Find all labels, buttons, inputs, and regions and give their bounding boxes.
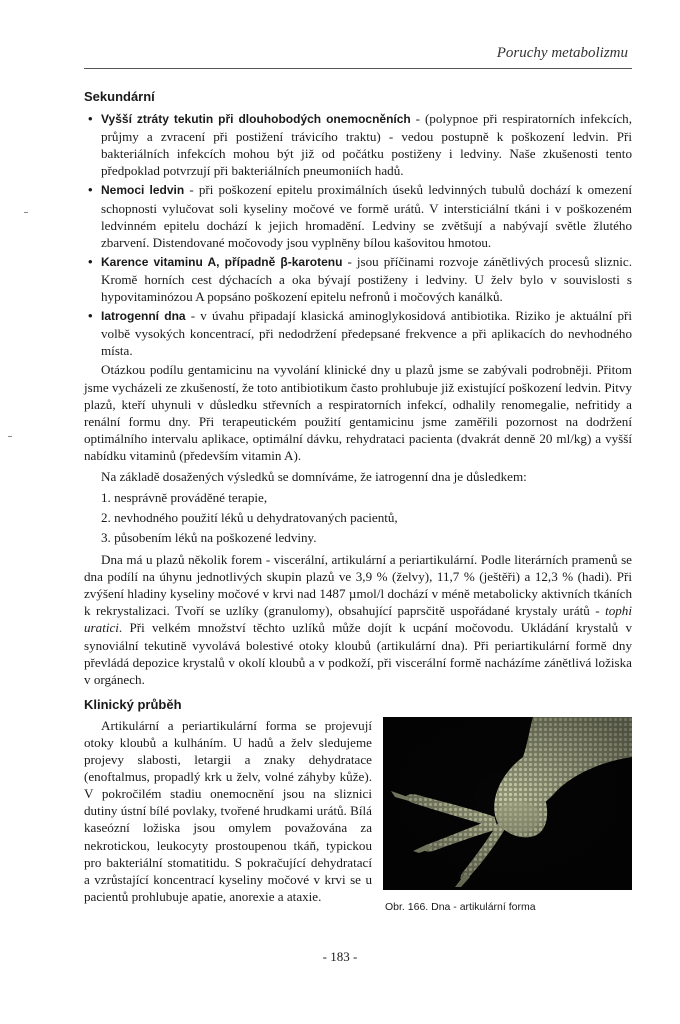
list-item-term: Nemoci ledvin [101,183,185,198]
section-heading-clinical: Klinický průběh [84,696,182,712]
figure [383,717,632,916]
list-item-term: Karence vitaminu A, případně β-karotenu [101,254,343,269]
numbered-list [84,488,632,548]
list-item [84,181,632,250]
bullet-icon: • [88,111,93,127]
margin-mark [24,212,28,213]
bullet-icon: • [88,253,93,269]
numbered-item: 2. nevhodného použití léků u dehydratovaných pacientů, [101,510,398,526]
list-item-text: - (polypnoe při respiratorních infekcích, průjmy a zvracení při postižení trávicího traktu) - vedou postupně k poškození ledvin. Při bakteriálních infekcích mohou být již od počátku postiženy i ledviny. Naše zkušenosti tento předpoklad potvrzují při bakteriálních pneumoniích hadů. [101,111,632,179]
list-item-text: - v úvahu připadají klasická aminoglykosidová antibiotika. Riziko je aktuální při volbě vysokých koncentrací, při nedodržení předepsané frekvence a při aplikacích do nevhodného místa. [101,308,632,359]
paragraph-gout-forms [84,551,632,688]
numbered-item: 1. nesprávně prováděné terapie, [101,490,268,506]
running-header [84,42,632,69]
page-number: - 183 - [322,949,358,964]
paragraph-text: Dna má u plazů několik forem - viscerální, artikulární a periartikulární. Podle literárních pramenů se dna podílí na úhynu jednotlivých skupin plazů ve 3,9 % (želvy), 11,7 % (ještěři) a 12,3 % (hadi). Při zvýšení hladiny kyseliny močové v krvi nad 1487 µmol/l dochází v méně metabolicky aktivních tkáních k rekrystalizaci. Tvoří se uzlíky (granulomy), obsahující paprsčitě uspořádané krystaly urátů - [84,552,632,619]
list-item-term: Iatrogenní dna [101,309,186,324]
paragraph-conclusion: Na základě dosažených výsledků se domníváme, že iatrogenní dna je důsledkem: [101,468,527,484]
list-item-text: - jsou příčinami rozvoje zánětlivých procesů sliznic. Kromě horních cest dýchacích a oka bývají postiženy i ledviny. U želv bylo v souvislosti s hypovitaminózou A popsáno poškození epitelu nefronů i močových kanálků. [101,253,632,305]
margin-mark [8,436,12,437]
section-heading-secondary: Sekundární [84,89,155,104]
running-title: Poruchy metabolizmu [496,45,628,61]
bullet-icon: • [88,182,93,198]
list-item [84,110,632,179]
clinical-section [84,717,632,932]
list-item-term: Vyšší ztráty tekutin při dlouhobodých onemocněních [101,112,411,127]
reptile-joint-photo [383,717,632,890]
cause-list [84,110,632,359]
paragraph-gentamicin: Otázkou podílu gentamicinu na vyvolání klinické dny u plazů jsme se zabývali podrobněji. Přitom jsme vycházeli ze zkušeností, že toto antibiotikum často prohlubuje již existující poškození ledvin. Pitvy plazů, kteří uhynuli v důsledku střevních a respiratorních infekcí, odhalily renomegalie, nefritidy a renální formu dny. Při terapeutickém použití gentamicinu jsme zaměřili pozornost na dodržení optimálního intervalu aplikace, optimální dávku, rehydrataci pacienta (dvakrát denně 20 ml/kg) a vyšší nabídku vitaminů (především vitamin A). [84,362,633,463]
bullet-icon: • [88,308,93,324]
page-content [84,88,632,932]
italic-term: tophi uratici [84,603,632,636]
list-item [84,307,632,359]
numbered-item: 3. působením léků na poškozené ledviny. [101,530,317,546]
paragraph-clinical: Artikulární a periartikulární forma se projevují otoky kloubů a kulháním. U hadů a želv sledujeme projevy slabosti, letargii a znaky dehydratace (enoftalmus, propadlý krk u želv, volné záhyby kůže). V pokročilém stadiu onemocnění jsou na sliznici dutiny ústní bílé povlaky, tvořené hrudkami urátů. Bílá kaseózní ložiska jsou omylem považována za nekrotickou, leukocyty prostoupenou tkáň, typickou pro bakteriální stomatitidu. S pokračující dehydratací a vzrůstající koncentrací kyseliny močové v krvi se u pacientů prohlubuje apatie, anorexie a ataxie. [84,717,372,904]
list-item-text: - při poškození epitelu proximálních úseků ledvinných tubulů dochází k omezení schopnosti vylučovat soli kyseliny močové ve formě urátů. V intersticiální tkáni i v poškozeném ledvinném epitelu dochází k jejich hromadění. Ledviny se zvětšují a nabývají světle žlutého zbarvení. Distendované močovody jsou vyplněny bílou kašovitou hmotou. [101,182,632,250]
paragraph-text: . Při velkém množství těchto uzlíků může dojít k ucpání močovodu. Ukládání krystalů v synoviální tekutině vyvolává bolestivé otoky kloubů (artikulární dna). Při periartikulární formě dny převládá depozice krystalů v okolí kloubů a v podkoží, při viscerální formě nacházíme zánětlivá ložiska v orgánech. [84,620,632,687]
list-item [84,253,632,305]
figure-caption: Obr. 166. Dna - artikulární forma [385,900,536,913]
